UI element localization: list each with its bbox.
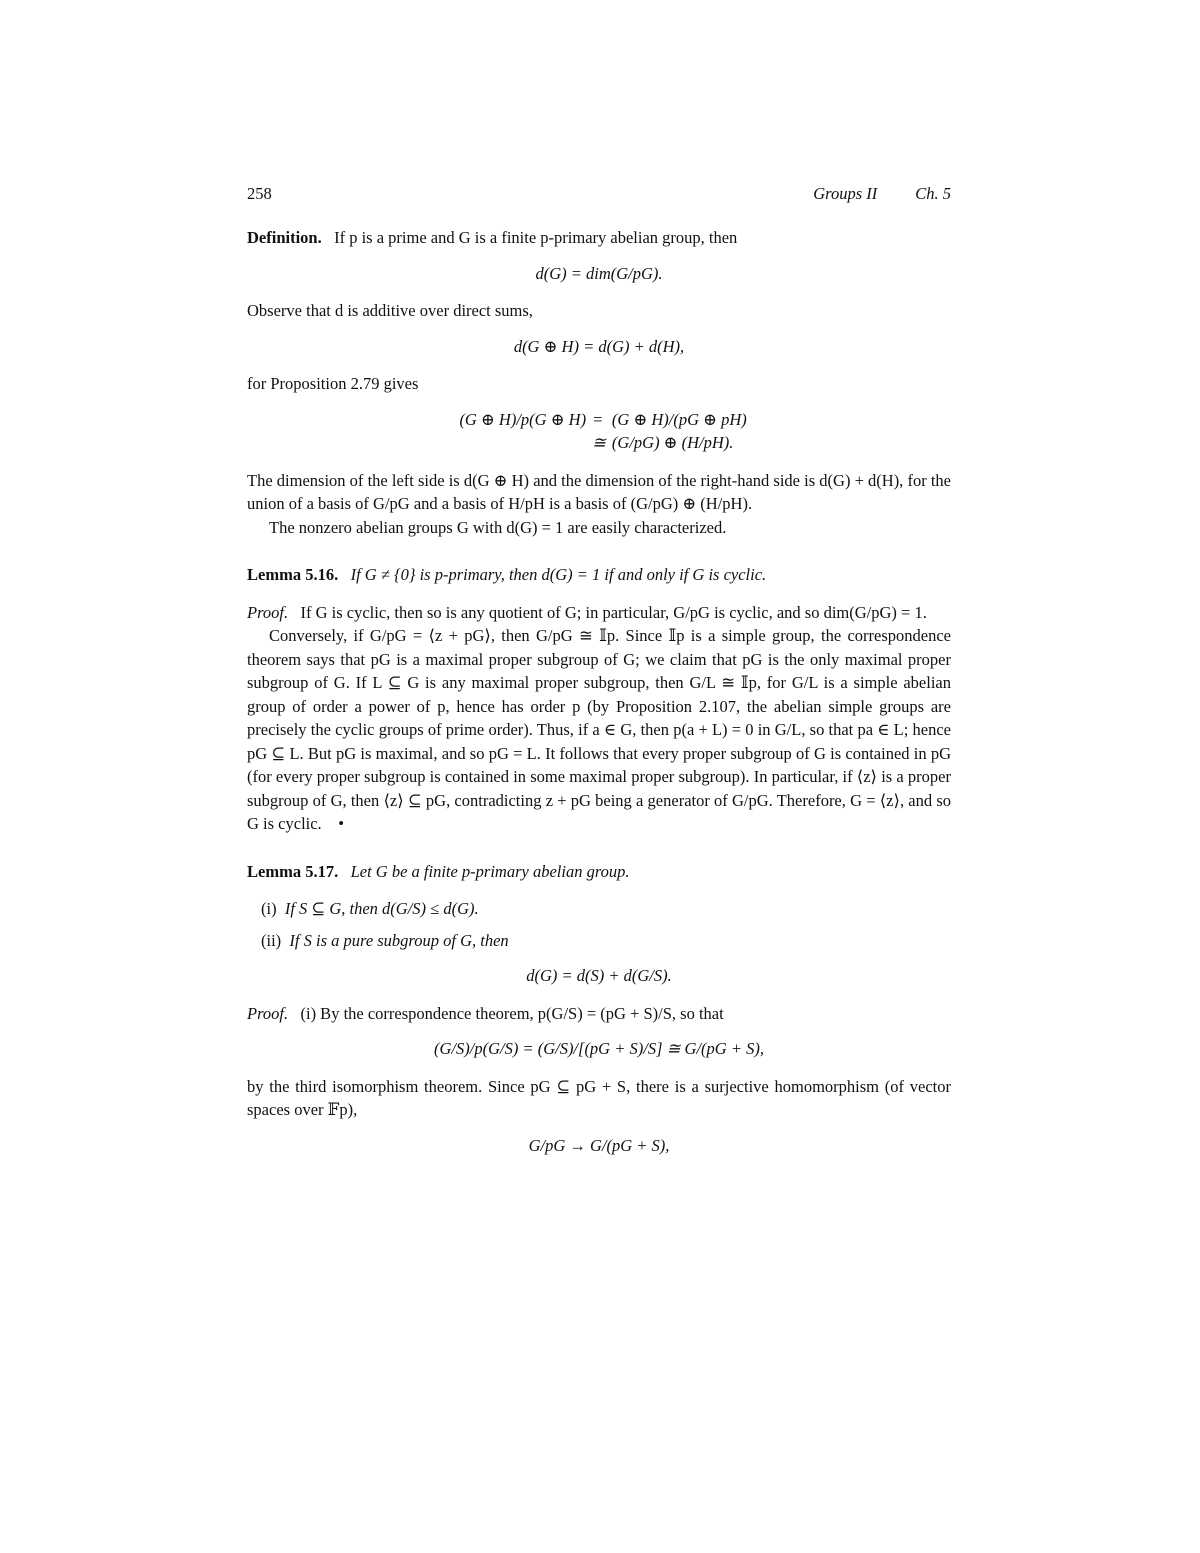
lemma-5-16-label: Lemma 5.16. [247,565,339,584]
proof-5-17-text-1: (i) By the correspondence theorem, p(G/S) = (pG + S)/S, so that [300,1003,724,1023]
running-title: Groups II [813,184,878,203]
lemma-5-16-statement: If G ≠ {0} is p-primary, then d(G) = 1 if and only if G is cyclic. [350,565,767,584]
equation-rhs-2: (G/pG) ⊕ (H/pH). [611,433,734,452]
lemma-5-16 [247,563,951,587]
equation-third-isomorphism: (G/S)/p(G/S) = (G/S)/[(pG + S)/S] ≅ G/(pG + S), [434,1039,764,1058]
item-1-number: (i) [261,899,277,918]
item-1-text: If S ⊆ G, then d(G/S) ≤ d(G). [284,899,479,918]
equation-surjection: G/pG → G/(pG + S), [528,1135,670,1155]
page [247,182,951,1171]
equation-additive: d(G ⊕ H) = d(G) + d(H), [513,336,685,356]
proof-5-17-paragraph-1 [247,1002,951,1026]
observe-paragraph: Observe that d is additive over direct sums, [247,301,533,320]
equation-dimension: d(G) = dim(G/pG). [535,263,663,283]
definition-paragraph [247,226,951,250]
dimension-paragraph: The dimension of the left side is d(G ⊕ H) and the dimension of the right-hand side is d(G) + d(H), for the union of a basis of G/pG and a basis of H/pH is a basis of (G/pG) ⊕ (H/pH). [247,470,951,513]
proof-label: Proof. [247,1003,289,1023]
definition-label: Definition. [247,228,322,247]
proof-5-16-text-1: If G is cyclic, then so is any quotient of G; in particular, G/pG is cyclic, and so dim(G/pG) = 1. [300,602,927,622]
page-number: 258 [247,184,272,203]
equation-relation-iso: ≅ [592,433,606,452]
equation-quotient-aligned [247,408,951,455]
item-2-text: If S is a pure subgroup of G, then [289,930,509,950]
proof-5-16-text-2: Conversely, if G/pG = ⟨z + pG⟩, then G/pG ≅ 𝕀p. Since 𝕀p is a simple group, the correspondence theorem says that pG is a maximal proper subgroup of G; we claim that pG is the only maximal proper subgroup of G. If L ⊆ G is any maximal proper subgroup, then G/L ≅ 𝕀p, for G/L is a simple abelian group of order a power of p, hence has order p (by Proposition 2.107, the abelian simple groups are precisely the cyclic groups of prime order). Thus, if a ∈ G, then p(a + L) = 0 in G/L, so that pa ∈ L; hence pG ⊆ L. But pG is maximal, and so pG = L. It follows that every proper subgroup of G is contained in pG (for every proper subgroup is contained in some maximal proper subgroup). In particular, if ⟨z⟩ is a proper subgroup of G, then ⟨z⟩ ⊆ pG, contradicting z + pG being a generator of G/pG. Therefore, G = ⟨z⟩, and so G is cyclic. [247,626,951,833]
lemma-5-17-label: Lemma 5.17. [247,861,339,881]
chapter-label: Ch. 5 [915,184,951,203]
equation-relation-eq: = [592,409,604,429]
proof-5-17-paragraph-2: by the third isomorphism theorem. Since pG ⊆ pG + S, there is a surjective homomorphism (of vector spaces over 𝔽p), [247,1076,951,1119]
running-header [247,182,951,212]
equation-rhs-1: (G ⊕ H)/(pG ⊕ pH) [611,409,747,429]
equation-pure-subgroup: d(G) = d(S) + d(G/S). [526,966,672,985]
item-2-number: (ii) [261,930,282,950]
lemma-5-17-item-1 [261,897,951,921]
equation-lhs: (G ⊕ H)/p(G ⊕ H) [459,409,587,429]
lemma-5-17-statement: Let G be a finite p-primary abelian group. [350,861,630,881]
proof-5-16-paragraph-2 [247,624,951,836]
nonzero-paragraph: The nonzero abelian groups G with d(G) = 1 are easily characterized. [269,517,727,537]
proof-label: Proof. [247,602,289,622]
lemma-5-17 [247,860,951,884]
proof-5-16-paragraph-1 [247,601,951,625]
proposition-paragraph: for Proposition 2.79 gives [247,374,419,393]
lemma-5-17-item-2 [261,929,951,953]
qed-bullet: • [338,814,344,833]
definition-text: If p is a prime and G is a finite p-primary abelian group, then [334,228,738,247]
